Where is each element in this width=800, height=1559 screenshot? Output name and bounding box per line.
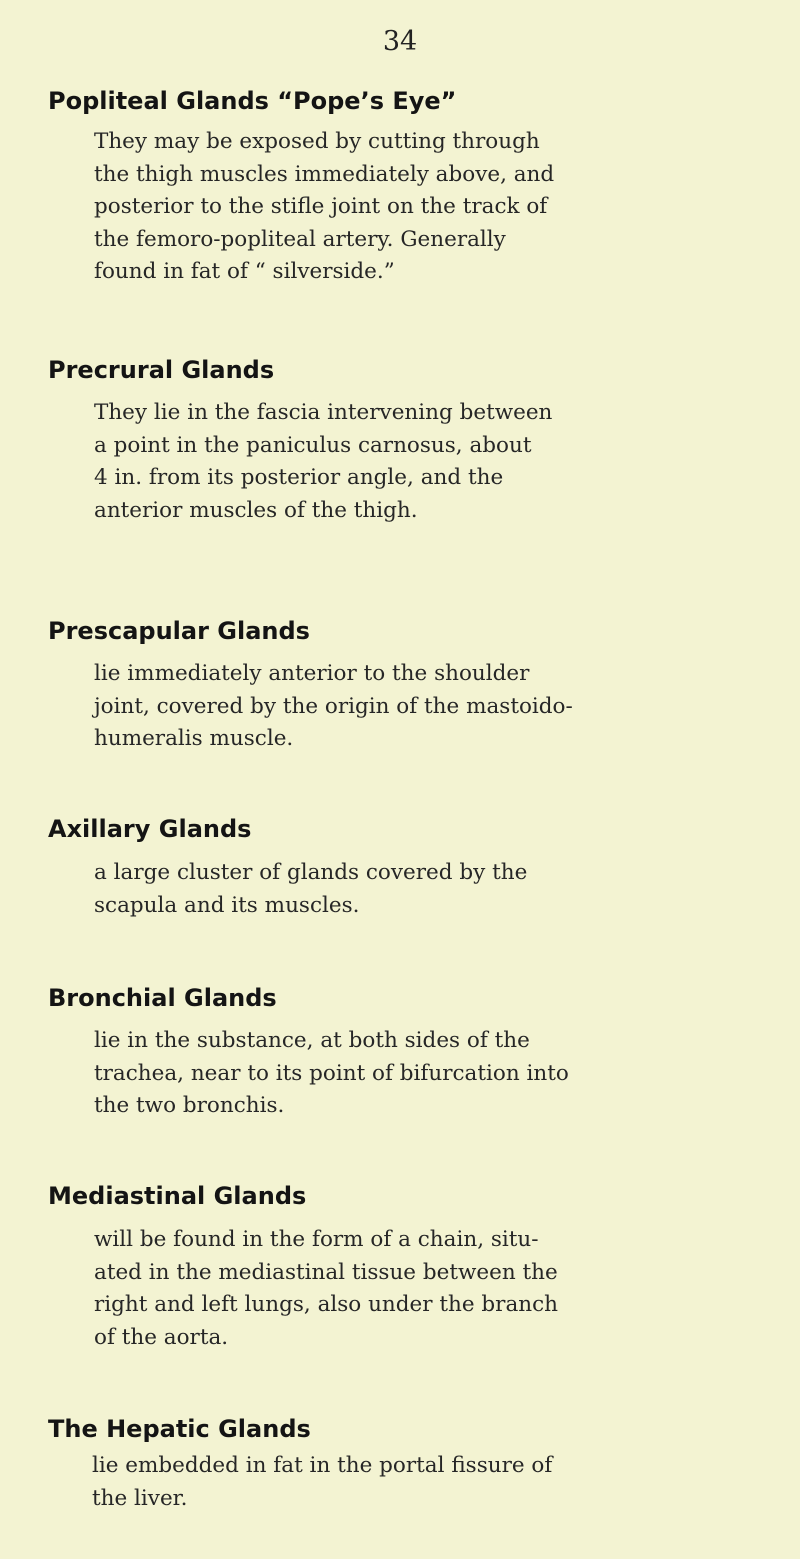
paragraph-line: a point in the paniculus carnosus, about (94, 432, 532, 458)
section-precrural-glands (0, 355, 800, 527)
paragraph-line: found in fat of “ silverside.” (94, 259, 395, 284)
paragraph-line: scapula and its muscles. (94, 892, 360, 918)
section-bronchial-glands (0, 983, 800, 1123)
section-popliteal-glands (0, 86, 800, 289)
paragraph-line: the femoro-popliteal artery. Generally (94, 226, 506, 252)
paragraph-line: a large cluster of glands covered by the (94, 860, 528, 885)
section-heading: Axillary Glands (48, 815, 252, 843)
section-axillary-glands (0, 814, 800, 922)
paragraph-line: 4 in. from its posterior angle, and the (94, 465, 504, 490)
section-mediastinal-glands (0, 1181, 800, 1354)
section-heading: Bronchial Glands (48, 984, 277, 1012)
paragraph-line: They may be exposed by cutting through (94, 129, 540, 154)
section-paragraph (0, 126, 800, 289)
section-paragraph (0, 1224, 800, 1354)
paragraph-line: lie immediately anterior to the shoulder (94, 661, 530, 686)
paragraph-line: ated in the mediastinal tissue between the (94, 1259, 558, 1285)
section-paragraph (0, 1450, 800, 1515)
paragraph-line: the liver. (92, 1485, 188, 1511)
section-paragraph (0, 658, 800, 756)
section-prescapular-glands (0, 616, 800, 756)
paragraph-line: lie embedded in fat in the portal fissure of (92, 1453, 553, 1478)
paragraph-line: posterior to the stifle joint on the track of (94, 194, 548, 219)
paragraph-line: the two bronchis. (94, 1093, 285, 1118)
section-paragraph (0, 857, 800, 922)
paragraph-line: the thigh muscles immediately above, and (94, 161, 555, 187)
page-number: 34 (382, 26, 418, 57)
paragraph-line: trachea, near to its point of bifurcation into (94, 1060, 569, 1086)
paragraph-line: right and left lungs, also under the branch (94, 1292, 559, 1317)
paragraph-line: of the aorta. (94, 1324, 229, 1350)
paragraph-line: They lie in the fascia intervening between (94, 400, 553, 425)
paragraph-line: will be found in the form of a chain, situ- (94, 1227, 539, 1252)
paragraph-line: joint, covered by the origin of the mastoido- (94, 693, 573, 719)
section-heading: Mediastinal Glands (48, 1182, 307, 1210)
paragraph-line: lie in the substance, at both sides of the (94, 1028, 530, 1053)
paragraph-line: anterior muscles of the thigh. (94, 497, 418, 523)
section-paragraph (0, 1025, 800, 1123)
paragraph-line: humeralis muscle. (94, 726, 294, 751)
section-heading: Precrural Glands (48, 356, 275, 384)
section-paragraph (0, 397, 800, 527)
section-heading: Prescapular Glands (48, 617, 310, 645)
section-hepatic-glands (0, 1414, 800, 1515)
section-heading: The Hepatic Glands (48, 1415, 311, 1443)
section-heading: Popliteal Glands “Pope’s Eye” (48, 87, 457, 115)
